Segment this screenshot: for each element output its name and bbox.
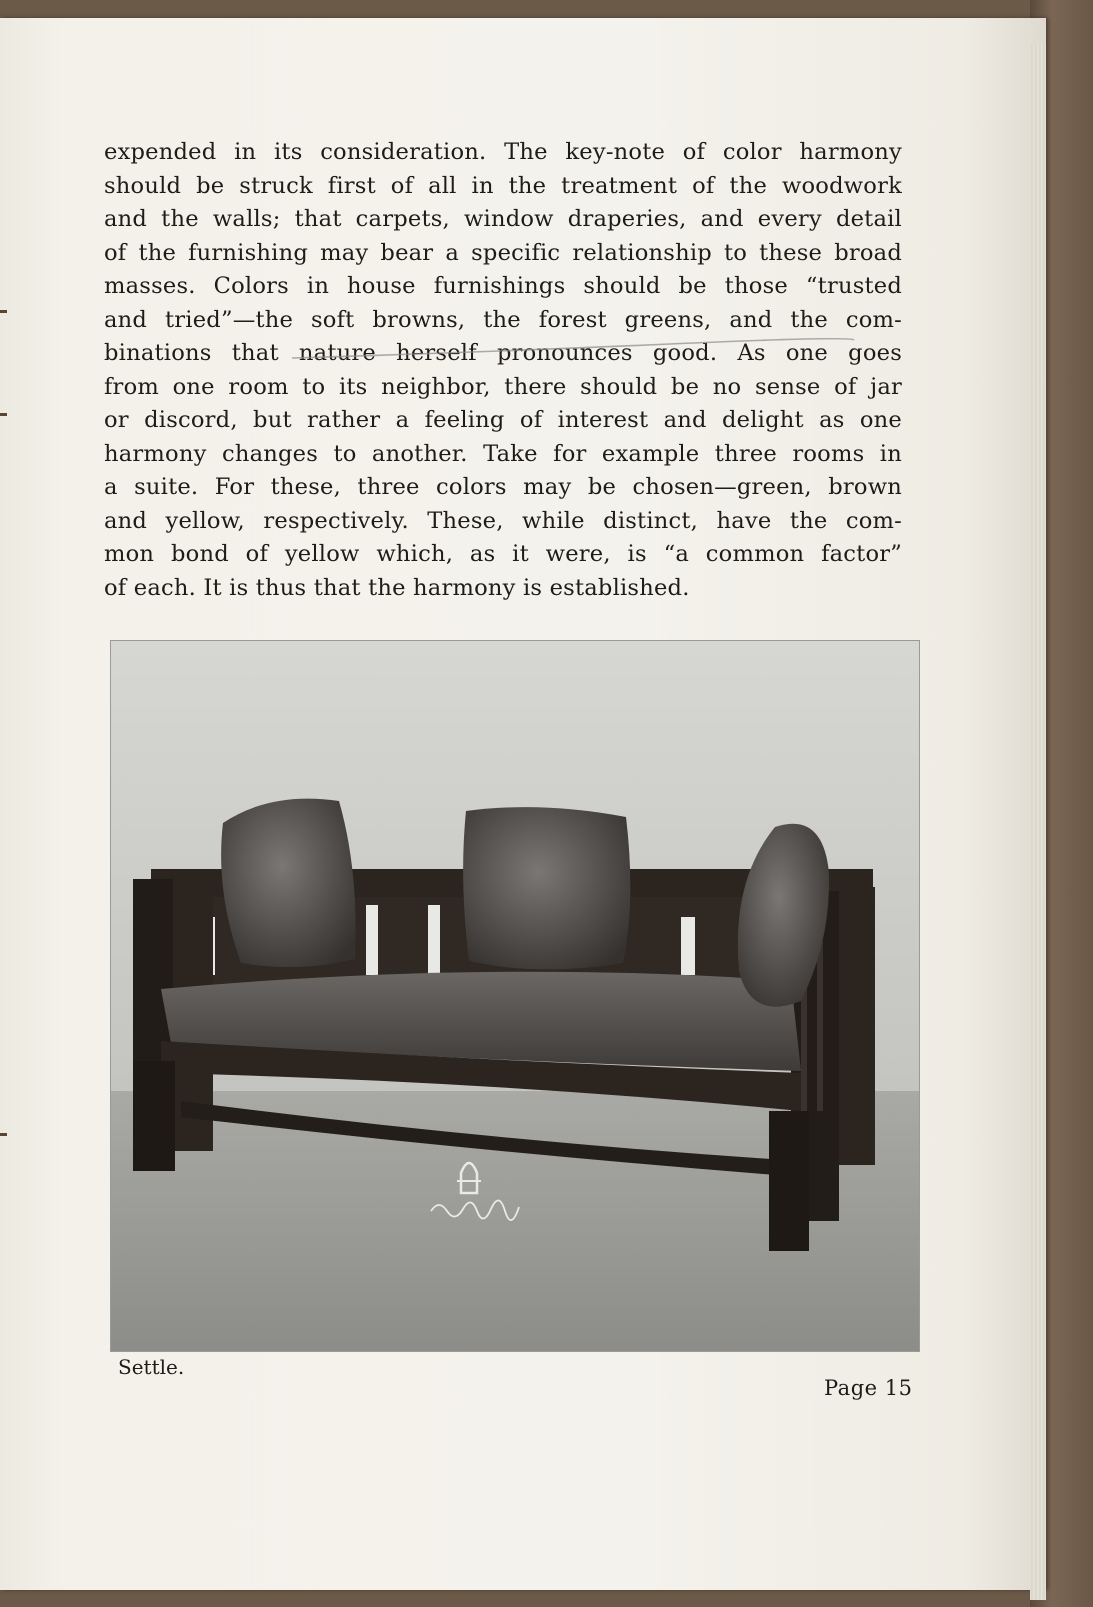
book-page (0, 18, 1046, 1590)
page-number: Page 15 (824, 1376, 913, 1400)
text-line: binations that nature herself pronounces good. As one goes (104, 340, 902, 366)
text-line: and yellow, respectively. These, while distinct, have the com- (104, 507, 902, 534)
text-line: masses. Colors in house furnishings should be those “trusted (104, 273, 902, 299)
center-pillow (463, 807, 630, 969)
text-line: and the walls; that carpets, window draperies, and every detail (104, 206, 902, 232)
text-line: from one room to its neighbor, there should be no sense of jar (104, 373, 902, 400)
text-line: of the furnishing may bear a specific relationship to these broad (104, 239, 902, 266)
figure-caption: Settle. (118, 1355, 185, 1379)
pencil-underline-mark (290, 338, 856, 362)
text-line: and tried”—the soft browns, the forest greens, and the com- (104, 306, 902, 333)
binding-thread-mark (0, 1133, 7, 1136)
binding-thread-mark (0, 310, 7, 313)
text-line: expended in its consideration. The key-note of color harmony (104, 139, 902, 165)
settle-photograph (110, 640, 920, 1352)
settle-front-leg (769, 1111, 809, 1251)
body-text (104, 136, 902, 605)
text-line: a suite. For these, three colors may be chosen—green, brown (104, 474, 902, 500)
text-line: of each. It is thus that the harmony is established. (104, 574, 690, 601)
text-line: mon bond of yellow which, as it were, is “a common factor” (104, 541, 902, 567)
text-line: harmony changes to another. Take for example three rooms in (104, 440, 902, 467)
settle-illustration (111, 641, 919, 1351)
binding-thread-mark (0, 413, 7, 416)
page-edge (1030, 44, 1046, 1600)
text-line: should be struck first of all in the treatment of the woodwork (104, 172, 902, 199)
text-line: or discord, but rather a feeling of interest and delight as one (104, 407, 902, 433)
left-pillow (221, 799, 356, 968)
